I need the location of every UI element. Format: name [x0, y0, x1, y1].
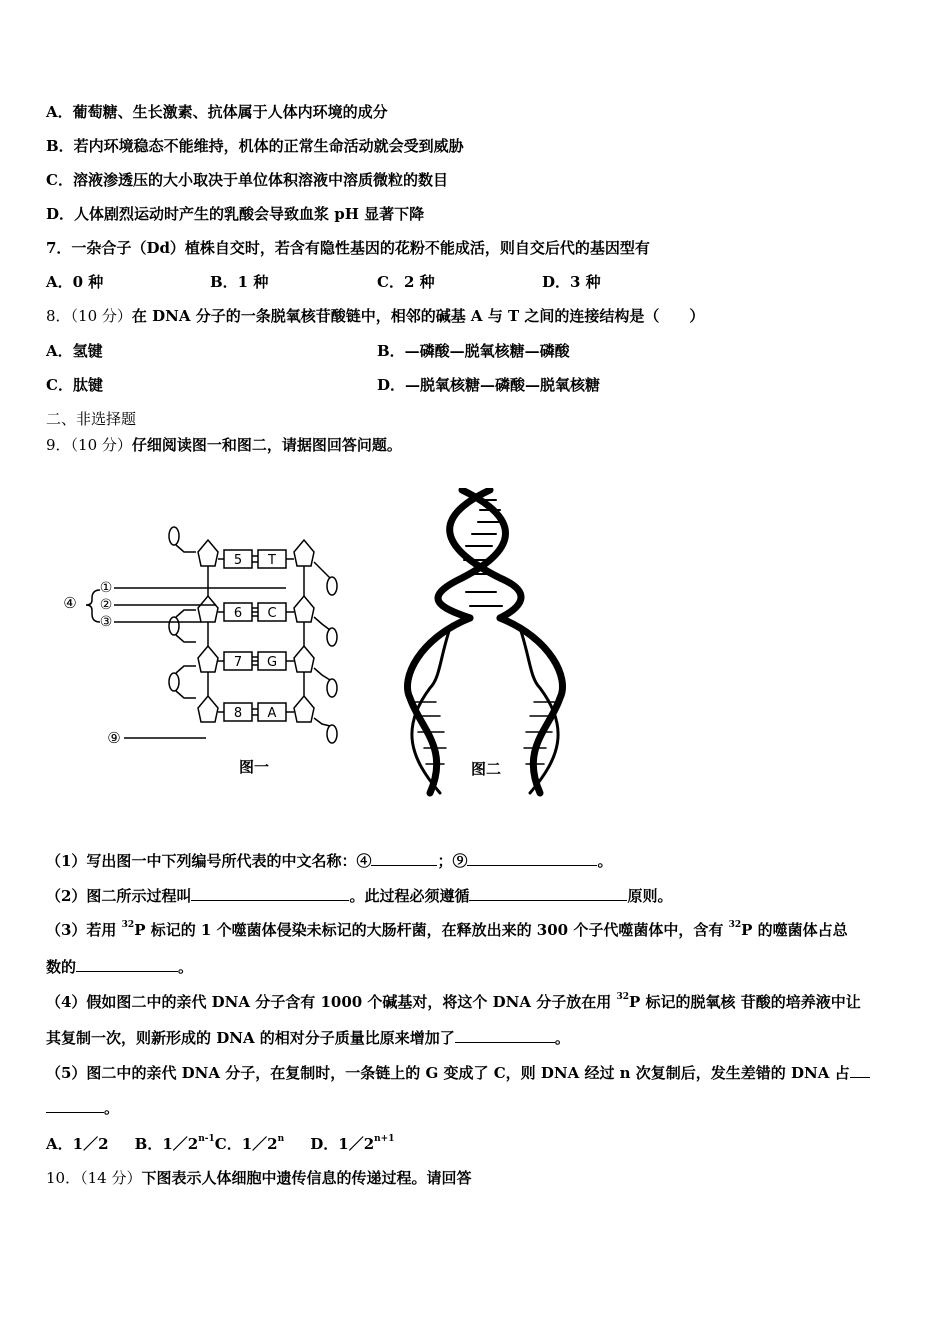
sugar-left-4	[198, 696, 218, 722]
q9-stem: 仔细阅读图一和图二，请据图回答问题。	[131, 436, 402, 454]
figure-2-dna-replication	[400, 488, 590, 798]
q10-stem-line	[46, 1168, 471, 1188]
base-letter-A: A	[267, 706, 277, 721]
q9-sub5-line1: （5）图二中的亲代 DNA 分子，在复制时，一条链上的 G 变成了 C，则 DNA 经过 n 次复制后，发生差错的 DNA 占	[46, 1063, 870, 1083]
answer-blank-error-b[interactable]	[46, 1098, 104, 1113]
q9-sub5-options: A．1／2 B．1／2$^{n-1}$C．1／2$^n$ D．$1/2^{n+1}$	[46, 1134, 395, 1153]
q9-option-a: A．1／2	[46, 1135, 109, 1153]
base-letter-T: T	[268, 553, 276, 568]
q6-option-b: B．若内环境稳态不能维持，机体的正常生命活动就会受到威胁	[46, 137, 464, 155]
figure-1-label: 图一	[238, 758, 270, 776]
q9-number: 9．（10 分）	[46, 436, 132, 454]
sugar-left-2	[198, 596, 218, 622]
phosphate-left-1	[169, 527, 179, 545]
answer-blank-process[interactable]	[191, 886, 349, 901]
callout-3: ③	[99, 614, 113, 630]
sugar-right-4	[294, 696, 314, 722]
sugar-right-1	[294, 540, 314, 566]
q8-option-a: A．氢键	[46, 342, 103, 360]
q6-option-a: A．葡萄糖、生长激素、抗体属于人体内环境的成分	[46, 103, 388, 121]
answer-blank-9[interactable]	[467, 851, 597, 866]
q8-number: 8．（10 分）	[46, 307, 132, 325]
base-number-8: 8	[233, 706, 243, 721]
answer-blank-principle[interactable]	[469, 886, 627, 901]
phosphate-right-4	[327, 725, 337, 743]
q7-stem: 7．一杂合子（Dd）植株自交时，若含有隐性基因的花粉不能成活，则自交后代的基因型有	[46, 239, 650, 257]
sugar-left-1	[198, 540, 218, 566]
callout-9: ⑨	[107, 729, 121, 747]
q8-stem-line	[46, 306, 704, 326]
callout-4: ④	[63, 594, 77, 612]
q7-option-b: B．1 种	[210, 273, 269, 291]
q9-sub5-line2: 。	[46, 1098, 119, 1118]
q9-sub4-line1: （4）假如图二中的亲代 DNA 分子含有 1000 个碱基对，将这个 DNA 分子放在用 $^{32}$P 标记的脱氧核 苷酸的培养液中让	[46, 992, 861, 1011]
sugar-right-2	[294, 596, 314, 622]
phosphate-right-2	[327, 628, 337, 646]
q10-number: 10．（14 分）	[46, 1169, 142, 1187]
q6-option-c: C．溶液渗透压的大小取决于单位体积溶液中溶质微粒的数目	[46, 171, 448, 189]
base-number-6: 6	[233, 606, 243, 621]
phosphate-left-3	[169, 673, 179, 691]
answer-blank-error-a[interactable]	[850, 1063, 870, 1078]
q6-option-d: D．人体剧烈运动时产生的乳酸会导致血浆 pH 显著下降	[46, 205, 425, 223]
q9-option-d: D．1／2	[310, 1135, 375, 1153]
base-number-7: 7	[233, 655, 243, 670]
answer-blank-ratio[interactable]	[76, 957, 178, 972]
callout-2: ②	[99, 597, 113, 613]
q9-stem-line	[46, 435, 402, 455]
q7-option-a: A．0 种	[46, 273, 104, 291]
answer-blank-mass[interactable]	[455, 1028, 555, 1043]
q7-option-c: C．2 种	[377, 273, 435, 291]
sugar-right-3	[294, 646, 314, 672]
q9-sub3-line1: （3）若用 $^{32}$P 标记的 1 个噬菌体侵染未标记的大肠杆菌，在释放出来的 300 个子代噬菌体中，含有 $^{32}$P 的噬菌体占总	[46, 920, 848, 939]
q8-option-c: C．肽键	[46, 376, 103, 394]
phosphate-right-1	[327, 577, 337, 595]
base-number-5: 5	[233, 553, 243, 568]
q9-sub3-line2: 数的 。	[46, 958, 194, 976]
q9-sub2: （2）图二所示过程叫 。此过程必须遵循 原则。	[46, 887, 673, 905]
q9-option-c: C．1／2	[214, 1135, 278, 1153]
q8-option-d: D．—脱氧核糖—磷酸—脱氧核糖	[377, 376, 601, 394]
base-letter-G: G	[266, 655, 278, 670]
q9-sub4-line2: 其复制一次，则新形成的 DNA 的相对分子质量比原来增加了 。	[46, 1029, 570, 1047]
q10-stem: 下图表示人体细胞中遗传信息的传递过程。请回答	[141, 1169, 472, 1187]
answer-blank-4[interactable]	[371, 851, 437, 866]
q8-option-b: B．—磷酸—脱氧核糖—磷酸	[377, 342, 570, 360]
q8-stem: 在 DNA 分子的一条脱氧核苷酸链中，相邻的碱基 A 与 T 之间的连接结构是（ ）	[131, 307, 705, 325]
section-heading: 二、非选择题	[46, 410, 137, 428]
callout-1: ①	[99, 580, 113, 596]
figure-2-label: 图二	[470, 760, 502, 778]
phosphate-left-2	[169, 617, 179, 635]
q9-option-b: B．1／2	[134, 1135, 199, 1153]
sugar-left-3	[198, 646, 218, 672]
figure-1-dna-ladder	[56, 512, 356, 782]
base-letter-C: C	[267, 606, 277, 621]
phosphate-right-3	[327, 679, 337, 697]
q9-sub1: （1）写出图一中下列编号所代表的中文名称：④ ；⑨ 。	[46, 852, 613, 870]
q7-option-d: D．3 种	[542, 273, 601, 291]
